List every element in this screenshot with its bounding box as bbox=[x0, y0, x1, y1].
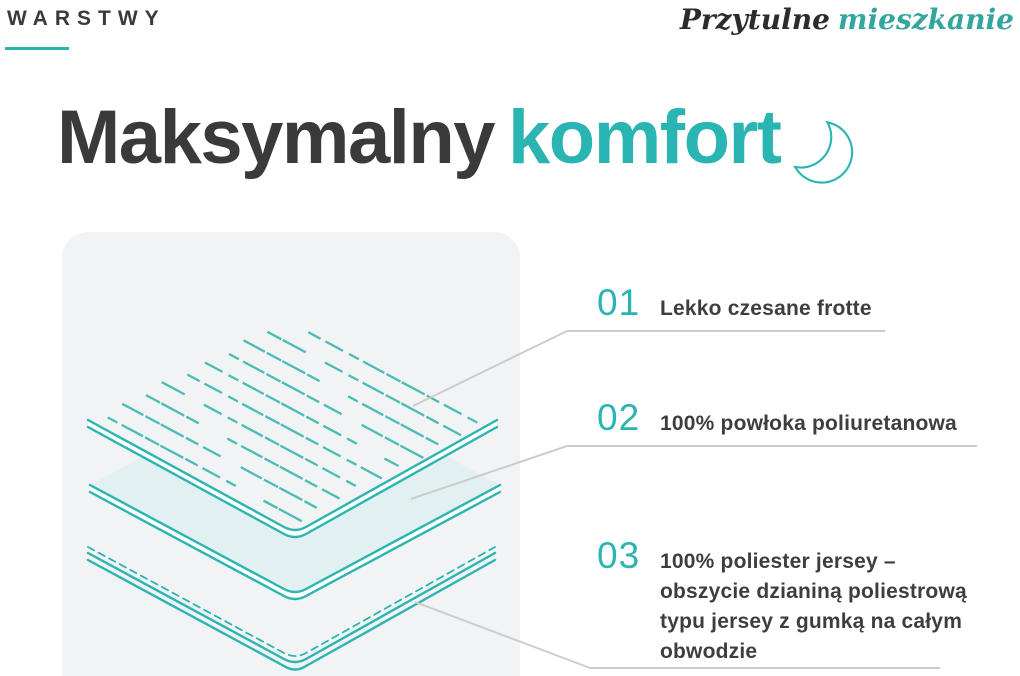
brand-logo bbox=[680, 3, 1014, 36]
layer-number: 03 bbox=[597, 535, 641, 576]
crescent-moon-icon bbox=[788, 111, 856, 189]
layer-callout-3 bbox=[597, 537, 972, 667]
layer-callout-2 bbox=[597, 399, 957, 439]
page-title-accent-part: komfort bbox=[508, 95, 781, 180]
layer-callout-1 bbox=[597, 284, 872, 324]
page-title-dark-part: Maksymalny bbox=[57, 95, 495, 180]
brand-logo-first-word: Przytulne bbox=[679, 3, 830, 36]
illustration-panel bbox=[62, 232, 520, 676]
section-underline-rule bbox=[5, 47, 69, 50]
layer-description: 100% powłoka poliuretanowa bbox=[660, 412, 957, 435]
layer-number: 01 bbox=[597, 282, 641, 323]
layer-description: 100% poliester jersey – obszycie dzianiną poliestrową typu jersey z gumką na całym obwodzie bbox=[660, 550, 967, 664]
page-title bbox=[57, 95, 856, 189]
section-label: WARSTWY bbox=[7, 7, 166, 30]
brand-logo-second-word: mieszkanie bbox=[837, 3, 1014, 36]
layer-number: 02 bbox=[597, 397, 641, 438]
mattress-layers-illustration bbox=[62, 232, 520, 676]
layer-description: Lekko czesane frotte bbox=[660, 297, 872, 320]
